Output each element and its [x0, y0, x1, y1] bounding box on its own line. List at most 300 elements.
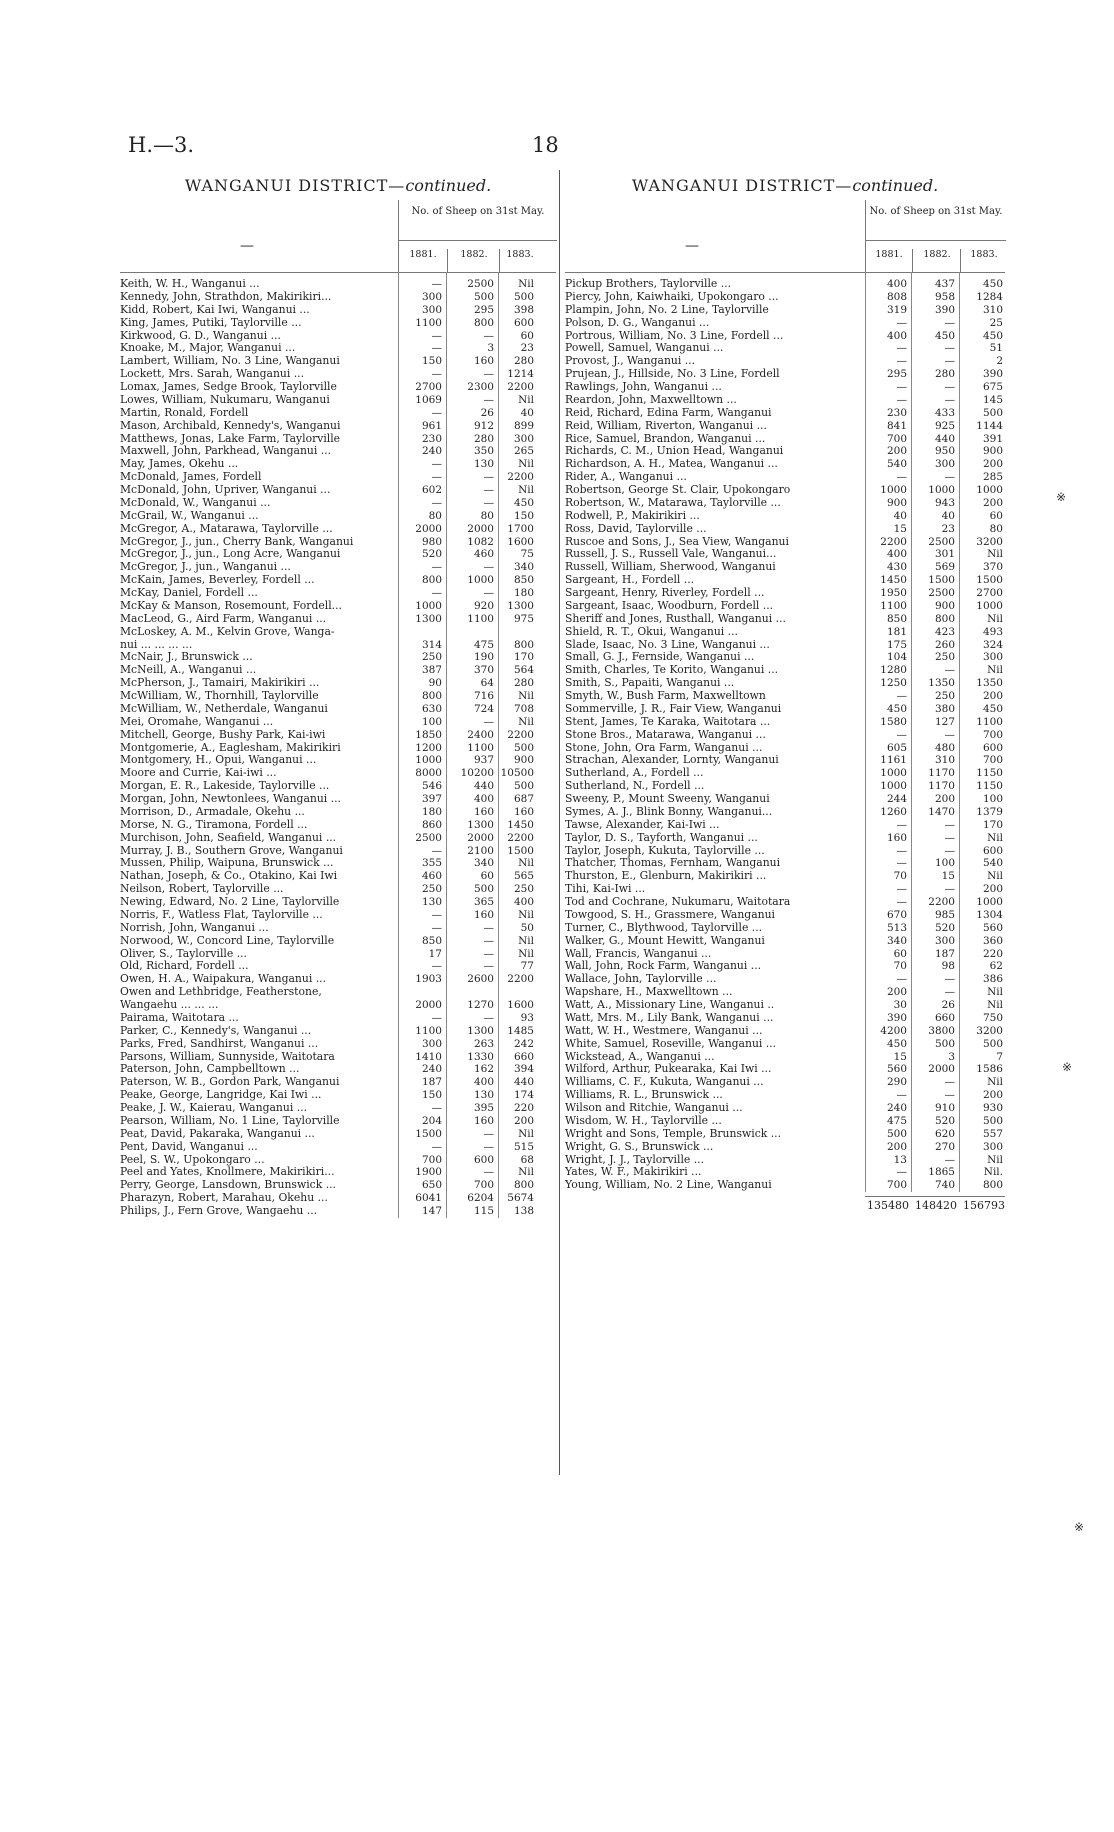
sheep-1882: 2000 — [467, 831, 494, 844]
table-row — [565, 510, 1005, 523]
sheep-1882: 160 — [473, 355, 494, 368]
sheep-1881: 1300 — [415, 612, 442, 625]
sheep-1883: 2200 — [507, 728, 534, 741]
sheep-1881: 175 — [886, 638, 907, 651]
table-row — [565, 626, 1005, 639]
owner-name: Plampin, John, No. 2 Line, Taylorville — [565, 303, 769, 316]
sheep-1881: 546 — [421, 780, 442, 793]
sheep-1882: 569 — [934, 561, 955, 574]
total-1881: 135480 — [867, 1199, 909, 1213]
sheep-1881: — — [896, 728, 907, 741]
table-row — [565, 368, 1005, 381]
sheep-1882: 433 — [934, 406, 955, 419]
sheep-1882: 100 — [934, 857, 955, 870]
owner-name: Williams, C. F., Kukuta, Wanganui ... — [565, 1076, 764, 1089]
sheep-1882: 2300 — [467, 381, 494, 393]
sheep-1883: 265 — [513, 445, 534, 458]
sheep-1881: 630 — [421, 702, 442, 715]
owner-name: Small, G. J., Fernside, Wanganui ... — [565, 651, 755, 664]
sheep-1882: 937 — [473, 754, 494, 767]
sheep-1881: 700 — [421, 1153, 442, 1166]
sheep-1881: — — [896, 844, 907, 857]
sheep-1881: — — [431, 496, 442, 509]
sheep-1882: 10200 — [460, 767, 494, 780]
sheep-1882: 700 — [473, 1179, 494, 1192]
sheep-1881: 130 — [421, 896, 442, 908]
sheep-1882: 2200 — [928, 896, 955, 908]
owner-name: Peake, George, Langridge, Kai Iwi ... — [120, 1089, 322, 1102]
sheep-1883: 900 — [982, 445, 1003, 458]
sheep-1881: 450 — [886, 702, 907, 715]
sheep-1882: 920 — [473, 599, 494, 612]
sheep-1882: 162 — [473, 1063, 494, 1076]
table-row — [120, 523, 556, 536]
owner-name: Rice, Samuel, Brandon, Wanganui ... — [565, 432, 766, 445]
sheep-1882: 310 — [934, 754, 955, 767]
sheep-1883: 398 — [513, 303, 534, 316]
sheep-1883: 557 — [982, 1127, 1003, 1140]
sheep-1882: 365 — [473, 896, 494, 908]
sheep-1881: 4200 — [880, 1024, 907, 1037]
sheep-1882: 475 — [473, 638, 494, 651]
table-row — [120, 420, 556, 433]
owner-name: Montgomerie, A., Eaglesham, Makirikiri — [120, 741, 341, 754]
sheep-1883: Nil — [987, 986, 1003, 999]
sheep-1882: — — [944, 471, 955, 484]
sheep-1882: 1350 — [928, 677, 955, 690]
sheep-1882: 520 — [934, 921, 955, 934]
sheep-1881: 230 — [421, 432, 442, 445]
sheep-1882: 160 — [473, 908, 494, 921]
sheep-1882: 437 — [934, 278, 955, 290]
owner-name: Pickup Brothers, Taylorville ... — [565, 278, 732, 290]
sheep-1882: 1000 — [467, 574, 494, 587]
owner-name: McGrail, W., Wanganui ... — [120, 509, 259, 522]
sheep-1881: 319 — [886, 303, 907, 316]
table-row — [565, 1063, 1005, 1076]
owner-name: Mason, Archibald, Kennedy's, Wanganui — [120, 419, 341, 432]
owner-name: Piercy, John, Kaiwhaiki, Upokongaro ... — [565, 290, 779, 303]
owner-name: Murray, J. B., Southern Grove, Wanganui — [120, 844, 343, 857]
sheep-1882: 2600 — [467, 973, 494, 986]
sheep-1883: 80 — [989, 522, 1003, 535]
sheep-1881: — — [896, 1089, 907, 1102]
sheep-1883: 800 — [982, 1179, 1003, 1192]
sheep-1881: 17 — [428, 947, 442, 960]
margin-mark: ※ — [1056, 490, 1067, 504]
table-row — [565, 870, 1005, 883]
sheep-1882: 925 — [934, 419, 955, 432]
owner-name: Sargeant, H., Fordell ... — [565, 574, 695, 587]
year-1883-header: 1883. — [960, 249, 1007, 273]
sheep-1882: 724 — [473, 702, 494, 715]
sheep-1882: 450 — [934, 329, 955, 342]
owner-name: Polson, D. G., Wanganui ... — [565, 316, 710, 329]
sheep-1882: 380 — [934, 702, 955, 715]
sheep-1883: 1000 — [976, 896, 1003, 908]
sheep-1882: 2400 — [467, 728, 494, 741]
sheep-1882: 2500 — [928, 587, 955, 599]
owner-name: Parker, C., Kennedy's, Wanganui ... — [120, 1024, 312, 1037]
sheep-1883: Nil — [518, 393, 534, 406]
owner-name: Watt, Mrs. M., Lily Bank, Wanganui ... — [565, 1011, 774, 1024]
sheep-1883: 660 — [513, 1050, 534, 1063]
owner-name: Morse, N. G., Tiramona, Fordell ... — [120, 818, 308, 831]
owner-name: Russell, William, Sherwood, Wanganui — [565, 561, 776, 574]
sheep-1883: Nil — [518, 934, 534, 947]
sheep-1883: Nil — [518, 857, 534, 870]
sheep-count-header: No. of Sheep on 31st May. 1881. 1882. 1883. — [865, 200, 1006, 272]
column-rule — [865, 272, 866, 1192]
sheep-1882: 250 — [934, 651, 955, 664]
sheep-1883: 75 — [520, 548, 534, 561]
sheep-1881: 390 — [886, 1011, 907, 1024]
sheep-1881: — — [431, 406, 442, 419]
sheep-1882: 295 — [473, 303, 494, 316]
sheep-1881: — — [896, 471, 907, 484]
owner-name: Walker, G., Mount Hewitt, Wanganui — [565, 934, 765, 947]
table-row — [565, 342, 1005, 355]
sheep-1881: 700 — [886, 432, 907, 445]
sheep-1881: 961 — [421, 419, 442, 432]
table-row — [565, 883, 1005, 896]
table-row — [565, 291, 1005, 304]
owner-name: Tawse, Alexander, Kai-Iwi ... — [565, 818, 720, 831]
sheep-1882: — — [483, 393, 494, 406]
table-row — [120, 883, 556, 896]
sheep-1883: 750 — [982, 1011, 1003, 1024]
sheep-1883: 700 — [982, 754, 1003, 767]
year-1881-header: 1881. — [875, 249, 903, 260]
sheep-1883: 2200 — [507, 471, 534, 484]
sheep-1881: — — [431, 561, 442, 574]
owner-name: McLoskey, A. M., Kelvin Grove, Wanga- — [120, 625, 335, 638]
sheep-1881: 13 — [893, 1153, 907, 1166]
owner-name: Lambert, William, No. 3 Line, Wanganui — [120, 355, 340, 368]
sheep-1881: 1950 — [880, 587, 907, 599]
owner-name: Lomax, James, Sedge Brook, Taylorville — [120, 381, 337, 393]
sheep-1882: — — [483, 1127, 494, 1140]
sheep-1881: 8000 — [415, 767, 442, 780]
sheep-1882: 15 — [941, 870, 955, 883]
owner-name: nui ... ... ... ... — [120, 638, 193, 651]
table-row — [120, 793, 556, 806]
sheep-1883: 1379 — [976, 805, 1003, 818]
table-row — [120, 639, 556, 652]
sheep-1883: 145 — [982, 393, 1003, 406]
year-1883-header: 1883. — [499, 249, 540, 273]
table-row — [120, 561, 556, 574]
sheep-1883: Nil — [987, 999, 1003, 1011]
margin-mark: ※ — [1062, 1060, 1073, 1074]
owner-name: Reid, Richard, Edina Farm, Wanganui — [565, 406, 772, 419]
sheep-1882: — — [483, 587, 494, 599]
owner-name: Robertson, George St. Clair, Upokongaro — [565, 484, 791, 496]
sheep-1881: 240 — [421, 1063, 442, 1076]
sheep-1881: 314 — [421, 638, 442, 651]
sheep-1882: 300 — [934, 934, 955, 947]
sheep-1883: 1304 — [976, 908, 1003, 921]
sheep-1881: 400 — [886, 329, 907, 342]
owner-name: Powell, Samuel, Wanganui ... — [565, 342, 724, 355]
sheep-1883: 386 — [982, 973, 1003, 986]
sheep-1881: 400 — [886, 548, 907, 561]
sheep-1881: 15 — [893, 1050, 907, 1063]
sheep-1882: — — [944, 831, 955, 844]
sheep-1883: 1600 — [507, 999, 534, 1011]
sheep-1882: — — [483, 1011, 494, 1024]
sheep-1883: 500 — [513, 741, 534, 754]
owner-name: Morgan, John, Newtonlees, Wanganui ... — [120, 793, 341, 805]
sheep-1883: 324 — [982, 638, 1003, 651]
sheep-1882: — — [483, 947, 494, 960]
sheep-1881: 1100 — [415, 316, 442, 329]
sheep-1881: 520 — [421, 548, 442, 561]
sheep-1883: 2200 — [507, 831, 534, 844]
owner-name: Yates, W. F., Makirikiri ... — [565, 1166, 702, 1179]
sheep-1883: 1214 — [507, 368, 534, 381]
sheep-1882: 3800 — [928, 1024, 955, 1037]
owner-name: Morgan, E. R., Lakeside, Taylorville ... — [120, 780, 330, 793]
owner-name: Wright, G. S., Brunswick ... — [565, 1140, 714, 1153]
owner-name: Stone, John, Ora Farm, Wanganui ... — [565, 741, 763, 754]
sheep-1881: 15 — [893, 522, 907, 535]
owner-name: Thurston, E., Glenburn, Makirikiri ... — [565, 870, 767, 883]
owner-name: Stone Bros., Matarawa, Wanganui ... — [565, 728, 766, 741]
sheep-1882: 301 — [934, 548, 955, 561]
sheep-1881: 400 — [886, 278, 907, 290]
table-row — [565, 394, 1005, 407]
sheep-1883: 700 — [982, 728, 1003, 741]
table-row — [565, 651, 1005, 664]
sheep-1883: 1284 — [976, 290, 1003, 303]
sheep-1883: 1150 — [976, 767, 1003, 780]
sheep-1881: 850 — [886, 612, 907, 625]
owner-name: McGregor, J., jun., Wanganui ... — [120, 561, 291, 574]
sheep-1883: 930 — [982, 1102, 1003, 1114]
table-row — [565, 1025, 1005, 1038]
sheep-1882: 127 — [934, 715, 955, 728]
table-row — [565, 677, 1005, 690]
owner-name: Wallace, John, Taylorville ... — [565, 973, 717, 986]
owner-name: White, Samuel, Roseville, Wanganui ... — [565, 1037, 777, 1050]
sheep-1883: 975 — [513, 612, 534, 625]
sheep-1882: 660 — [934, 1011, 955, 1024]
owner-name: Taylor, D. S., Tayforth, Wanganui ... — [565, 831, 758, 844]
sheep-1881: — — [896, 896, 907, 908]
owner-name: Sargeant, Isaac, Woodburn, Fordell ... — [565, 599, 774, 612]
table-row — [565, 484, 1005, 497]
sheep-1883: 1100 — [976, 715, 1003, 728]
sheep-1882: 190 — [473, 651, 494, 664]
sheep-1881: 240 — [886, 1102, 907, 1114]
sheep-1881: 980 — [421, 535, 442, 548]
table-row — [120, 677, 556, 690]
sheep-1882: 1500 — [928, 574, 955, 587]
owner-name: Watt, A., Missionary Line, Wanganui .. — [565, 999, 775, 1011]
table-row — [120, 548, 556, 561]
sheep-1882: 440 — [473, 780, 494, 793]
table-row — [120, 651, 556, 664]
sheep-1881: — — [896, 1166, 907, 1179]
table-row — [120, 1205, 556, 1218]
sheep-1883: 708 — [513, 702, 534, 715]
table-row — [565, 497, 1005, 510]
sheep-1883: 687 — [513, 793, 534, 805]
sheep-1882: 1330 — [467, 1050, 494, 1063]
sheep-1883: 250 — [513, 883, 534, 896]
owner-name: Wall, Francis, Wanganui ... — [565, 947, 712, 960]
sheep-1881: 540 — [886, 458, 907, 471]
owner-name: Ross, David, Taylorville ... — [565, 522, 707, 535]
sheep-1881: 1580 — [880, 715, 907, 728]
sheep-1881: — — [431, 1011, 442, 1024]
table-row — [565, 767, 1005, 780]
owner-name: Kennedy, John, Strathdon, Makirikiri... — [120, 290, 332, 303]
sheep-1882: 98 — [941, 960, 955, 973]
sheep-1881: 200 — [886, 986, 907, 999]
sheep-1881: — — [896, 883, 907, 896]
table-row — [565, 433, 1005, 446]
sheep-1881: 900 — [886, 496, 907, 509]
sheep-1883: 600 — [982, 741, 1003, 754]
table-row — [120, 626, 556, 639]
owner-name: Smith, Charles, Te Korito, Wanganui ... — [565, 664, 779, 677]
table-row — [120, 355, 556, 368]
sheep-1881: — — [431, 329, 442, 342]
sheep-1882: 340 — [473, 857, 494, 870]
table-row — [120, 433, 556, 446]
table-row — [565, 690, 1005, 703]
table-row — [120, 536, 556, 549]
table-row — [565, 793, 1005, 806]
sheep-1881: 2700 — [415, 381, 442, 393]
sheep-1882: — — [944, 844, 955, 857]
sheep-1883: Nil — [518, 1166, 534, 1179]
left-table-header — [120, 200, 556, 278]
table-row — [565, 729, 1005, 742]
sheep-1883: 2200 — [507, 973, 534, 986]
table-row — [120, 394, 556, 407]
owner-name: Nathan, Joseph, & Co., Otakino, Kai Iwi — [120, 870, 338, 883]
table-row — [565, 909, 1005, 922]
owner-name: Williams, R. L., Brunswick ... — [565, 1089, 723, 1102]
sheep-1882: — — [483, 934, 494, 947]
table-row — [565, 857, 1005, 870]
sheep-1883: Nil — [987, 1153, 1003, 1166]
sheep-1882: — — [944, 818, 955, 831]
sheep-1882: 740 — [934, 1179, 955, 1192]
owner-name: Maxwell, John, Parkhead, Wanganui ... — [120, 445, 332, 458]
sheep-1881: 460 — [421, 870, 442, 883]
sheep-1881: — — [896, 381, 907, 393]
sheep-1881: — — [431, 1102, 442, 1114]
owner-name: Watt, W. H., Westmere, Wanganui ... — [565, 1024, 763, 1037]
sheep-1881: — — [431, 471, 442, 484]
owner-name: Murchison, John, Seafield, Wanganui ... — [120, 831, 337, 844]
owner-name: MacLeod, G., Aird Farm, Wanganui ... — [120, 612, 327, 625]
sheep-1882: 80 — [480, 509, 494, 522]
sheep-1882: — — [944, 1153, 955, 1166]
page-number: 18 — [532, 133, 559, 157]
table-row — [120, 780, 556, 793]
sheep-1883: 200 — [513, 1114, 534, 1127]
sheep-1882: 943 — [934, 496, 955, 509]
sheep-1883: 400 — [513, 896, 534, 908]
owner-name: Shield, R. T., Okui, Wanganui ... — [565, 625, 738, 638]
sheep-1882: 115 — [473, 1205, 494, 1217]
sheep-1881: 397 — [421, 793, 442, 805]
owner-name: Peake, J. W., Kaierau, Wanganui ... — [120, 1102, 308, 1114]
table-row — [120, 600, 556, 613]
table-row — [120, 948, 556, 961]
sheep-1882: 370 — [473, 664, 494, 677]
table-row — [565, 420, 1005, 433]
sheep-1882: 1082 — [467, 535, 494, 548]
sheep-1883: 1600 — [507, 535, 534, 548]
sheep-1882: 187 — [934, 947, 955, 960]
sheep-1882: 400 — [473, 793, 494, 805]
owner-name: McDonald, James, Fordell — [120, 471, 262, 484]
sheep-1881: 290 — [886, 1076, 907, 1089]
table-row — [120, 291, 556, 304]
sheep-1881: 240 — [421, 445, 442, 458]
table-row — [565, 960, 1005, 973]
sheep-1881: 1260 — [880, 805, 907, 818]
owner-name: Mussen, Philip, Waipuna, Brunswick ... — [120, 857, 334, 870]
owner-name: Wangaehu ... ... ... — [120, 999, 219, 1011]
sheep-1882: 500 — [934, 1037, 955, 1050]
table-row — [565, 317, 1005, 330]
sheep-1883: 1500 — [976, 574, 1003, 587]
sheep-1881: 300 — [421, 290, 442, 303]
owner-name: Paterson, John, Campbelltown ... — [120, 1063, 300, 1076]
table-row — [120, 986, 556, 999]
sheep-1883: 40 — [520, 406, 534, 419]
sheep-1882: 716 — [473, 690, 494, 702]
sheep-1881: 1250 — [880, 677, 907, 690]
sheep-1882: — — [483, 715, 494, 728]
owner-name: Ruscoe and Sons, J., Sea View, Wanganui — [565, 535, 789, 548]
sheep-1883: 5674 — [507, 1192, 534, 1205]
table-row — [120, 664, 556, 677]
sheep-1883: 160 — [513, 805, 534, 818]
table-row — [120, 304, 556, 317]
owner-name: Portrous, William, No. 3 Line, Fordell ... — [565, 329, 784, 342]
sheep-1882: 40 — [941, 509, 955, 522]
sheep-1881: 6041 — [415, 1192, 442, 1205]
table-row — [565, 523, 1005, 536]
sheep-1883: 200 — [982, 883, 1003, 896]
sheep-1882: 263 — [473, 1037, 494, 1050]
sheep-1883: 1350 — [976, 677, 1003, 690]
sheep-1881: — — [896, 973, 907, 986]
sheep-1881: 181 — [886, 625, 907, 638]
sheep-1882: 910 — [934, 1102, 955, 1114]
sheep-1883: 60 — [989, 509, 1003, 522]
table-row — [565, 986, 1005, 999]
sheep-1882: 280 — [934, 368, 955, 381]
sheep-1883: 280 — [513, 355, 534, 368]
table-row — [120, 870, 556, 883]
sheep-1882: 1000 — [928, 484, 955, 496]
column-rule — [959, 272, 960, 1192]
owner-name: Mitchell, George, Bushy Park, Kai-iwi — [120, 728, 326, 741]
sheep-1883: 3200 — [976, 535, 1003, 548]
sheep-1881: 1000 — [415, 599, 442, 612]
sheep-1883: 200 — [982, 496, 1003, 509]
name-column-header: — — [685, 238, 699, 254]
